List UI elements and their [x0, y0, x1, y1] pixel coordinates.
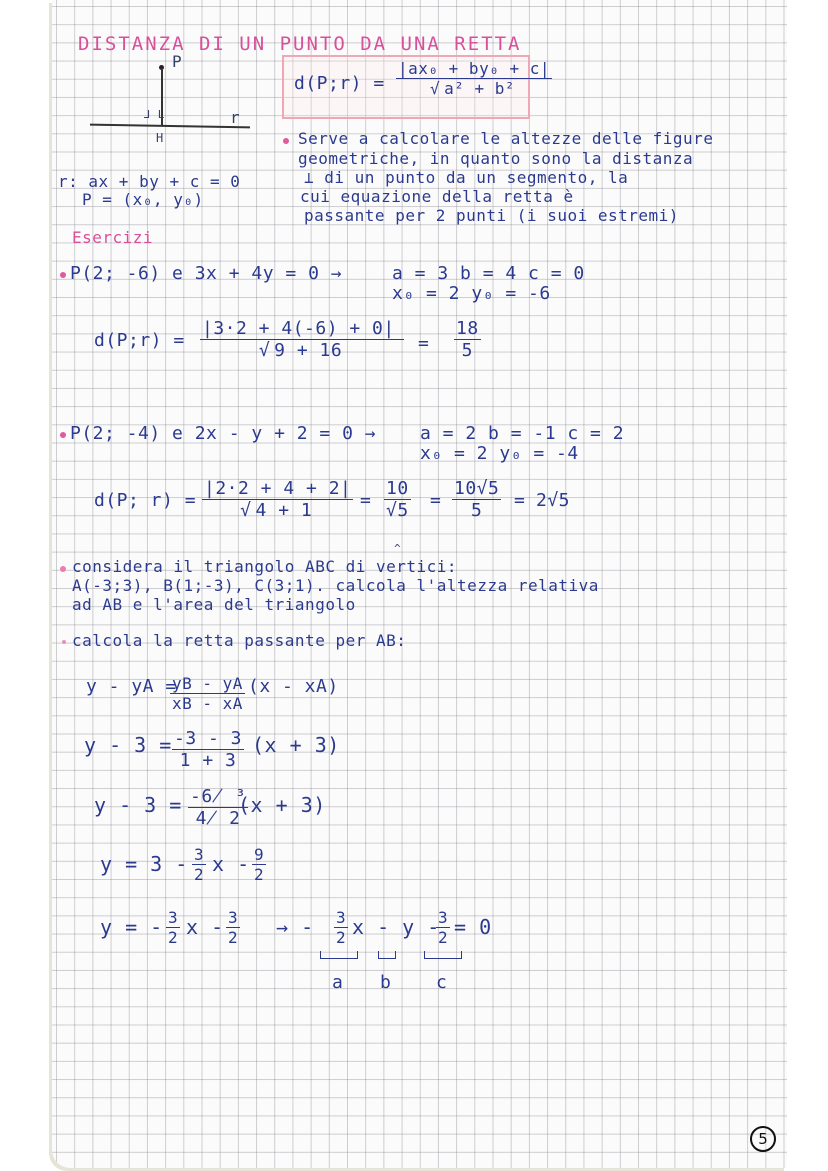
triangle-hat: ^ — [394, 542, 402, 555]
formula-denominator: a² + b² — [441, 78, 518, 98]
distance-formula-box — [282, 55, 550, 119]
step5-g1-numerator: 3 — [336, 908, 347, 927]
step4-f2-numerator: 9 — [254, 845, 265, 864]
step4-fraction-1 — [192, 845, 206, 884]
step4-fraction-2 — [252, 845, 266, 884]
exercise1-numerator: |3·2 + 4(-6) + 0| — [200, 318, 404, 340]
step3-rhs: (x + 3) — [238, 793, 326, 817]
page-title: DISTANZA DI UN PUNTO DA UNA RETTA — [78, 33, 522, 55]
step4-lhs: y = 3 - — [100, 852, 188, 876]
exercise2-bullet — [60, 432, 66, 438]
step5-f1-denominator: 2 — [168, 928, 179, 947]
exercise1-bullet — [60, 272, 66, 278]
right-angle-marks: ⅃ L — [144, 108, 165, 121]
exercise2-coeffs: a = 2 b = -1 c = 2 — [420, 423, 625, 444]
step4-f1-numerator: 3 — [194, 845, 205, 864]
exercise3-line: A(-3;3), B(1;-3), C(3;1). calcola l'altezza relativa — [72, 576, 599, 595]
exercise1-result-numerator: 18 — [456, 318, 479, 339]
label-a: a — [332, 972, 344, 993]
exercise3-line: ad AB e l'area del triangolo — [72, 595, 356, 614]
exercises-heading: Esercizi — [72, 228, 154, 247]
exercise2-r1-denominator: √5 — [386, 500, 409, 521]
step5-general-fraction-1 — [334, 908, 348, 947]
step3-lhs: y - 3 = — [94, 793, 182, 817]
line-equation: r: ax + by + c = 0 — [58, 172, 241, 191]
step4-f1-denominator: 2 — [194, 865, 205, 884]
point-p-label: P — [172, 52, 183, 71]
formula-lhs: d(P;r) = — [294, 73, 385, 94]
exercise1-lhs: d(P;r) = — [94, 330, 185, 351]
note-line: passante per 2 punti (i suoi estremi) — [304, 206, 679, 225]
line-r-label: r — [230, 108, 241, 127]
exercise2-equals-3: = — [514, 490, 526, 511]
step1-numerator: yB - yA — [172, 674, 243, 693]
step4-mid: x - — [212, 852, 250, 876]
label-c: c — [436, 972, 448, 993]
note-line: cui equazione della retta è — [300, 187, 574, 206]
exercise1-statement: P(2; -6) e 3x + 4y = 0 → — [70, 263, 343, 284]
exercise2-fraction — [202, 478, 353, 521]
step5-lhs: y = - — [100, 915, 163, 939]
note-line: geometriche, in quanto sono la distanza — [298, 149, 694, 168]
exercise2-equals-2: = — [430, 490, 442, 511]
exercise2-final: 2√5 — [536, 490, 571, 511]
step5-g1-denominator: 2 — [336, 928, 347, 947]
exercise1-denominator: 9 + 16 — [271, 339, 345, 361]
note-bullet — [283, 138, 289, 144]
step5-f1-numerator: 3 — [168, 908, 179, 927]
exercise3-line: considera il triangolo ABC di vertici: — [72, 557, 458, 576]
step5-arrow: → - — [276, 915, 314, 939]
step5-mid: x - — [186, 915, 224, 939]
step1-lhs: y - yA = — [86, 676, 177, 697]
step1-rhs: (x - xA) — [248, 676, 339, 697]
line-r — [90, 124, 250, 128]
bracket-b — [378, 951, 396, 959]
exercise1-result — [454, 318, 481, 361]
exercise2-statement: P(2; -4) e 2x - y + 2 = 0 → — [70, 423, 377, 444]
step5-g2-numerator: 3 — [438, 908, 449, 927]
step2-lhs: y - 3 = — [84, 733, 172, 757]
step2-rhs: (x + 3) — [252, 733, 340, 757]
step2-fraction — [172, 728, 244, 771]
bracket-c — [424, 951, 462, 959]
step-bullet — [62, 640, 66, 644]
step1-fraction — [170, 674, 245, 713]
exercise2-r2-numerator: 10√5 — [454, 478, 500, 499]
page-number: 5 — [750, 1126, 776, 1152]
step5-general-mid: x - y - — [352, 915, 440, 939]
step3-denominator: 4̸ 2 — [195, 808, 241, 829]
exercise2-numerator: |2·2 + 4 + 2| — [204, 478, 352, 499]
exercise1-fraction — [200, 318, 404, 361]
label-b: b — [380, 972, 392, 993]
step2-numerator: -3 - 3 — [174, 728, 243, 749]
step3-numerator: -6̸ ³ — [190, 786, 247, 807]
step5-f2-denominator: 2 — [228, 928, 239, 947]
formula-numerator: |ax₀ + by₀ + c| — [398, 59, 550, 78]
step4-f2-denominator: 2 — [254, 865, 265, 884]
exercise1-result-denominator: 5 — [461, 340, 474, 361]
exercise1-equals: = — [418, 333, 430, 354]
exercise2-denominator: 4 + 1 — [253, 499, 316, 521]
step5-fraction-2 — [226, 908, 240, 947]
point-definition: P = (x₀, y₀) — [82, 190, 204, 209]
exercise3-bullet — [60, 566, 66, 572]
step1-denominator: xB - xA — [172, 694, 243, 713]
step5-f2-numerator: 3 — [228, 908, 239, 927]
step5-g2-denominator: 2 — [438, 928, 449, 947]
exercise2-equals-1: = — [360, 490, 372, 511]
bracket-a — [320, 951, 358, 959]
exercise2-point-coords: x₀ = 2 y₀ = -4 — [420, 443, 579, 464]
formula-fraction — [396, 59, 552, 98]
note-line: ⊥ di un punto da un segmento, la — [304, 168, 629, 187]
step-heading: calcola la retta passante per AB: — [72, 631, 407, 650]
exercise2-r1-numerator: 10 — [386, 478, 409, 499]
exercise2-result-2 — [452, 478, 501, 521]
note-line: Serve a calcolare le altezze delle figure — [298, 129, 714, 148]
exercise1-coeffs: a = 3 b = 4 c = 0 — [392, 263, 585, 284]
step5-fraction-1 — [166, 908, 180, 947]
step5-equals-zero: = 0 — [454, 915, 492, 939]
exercise2-r2-denominator: 5 — [471, 500, 483, 521]
exercise1-point-coords: x₀ = 2 y₀ = -6 — [392, 283, 551, 304]
step2-denominator: 1 + 3 — [179, 750, 237, 771]
step5-general-fraction-2 — [436, 908, 450, 947]
foot-h-label: H — [156, 131, 164, 145]
exercise2-result-1 — [384, 478, 411, 521]
notebook-page — [52, 0, 787, 1168]
exercise2-lhs: d(P; r) = — [94, 490, 197, 511]
